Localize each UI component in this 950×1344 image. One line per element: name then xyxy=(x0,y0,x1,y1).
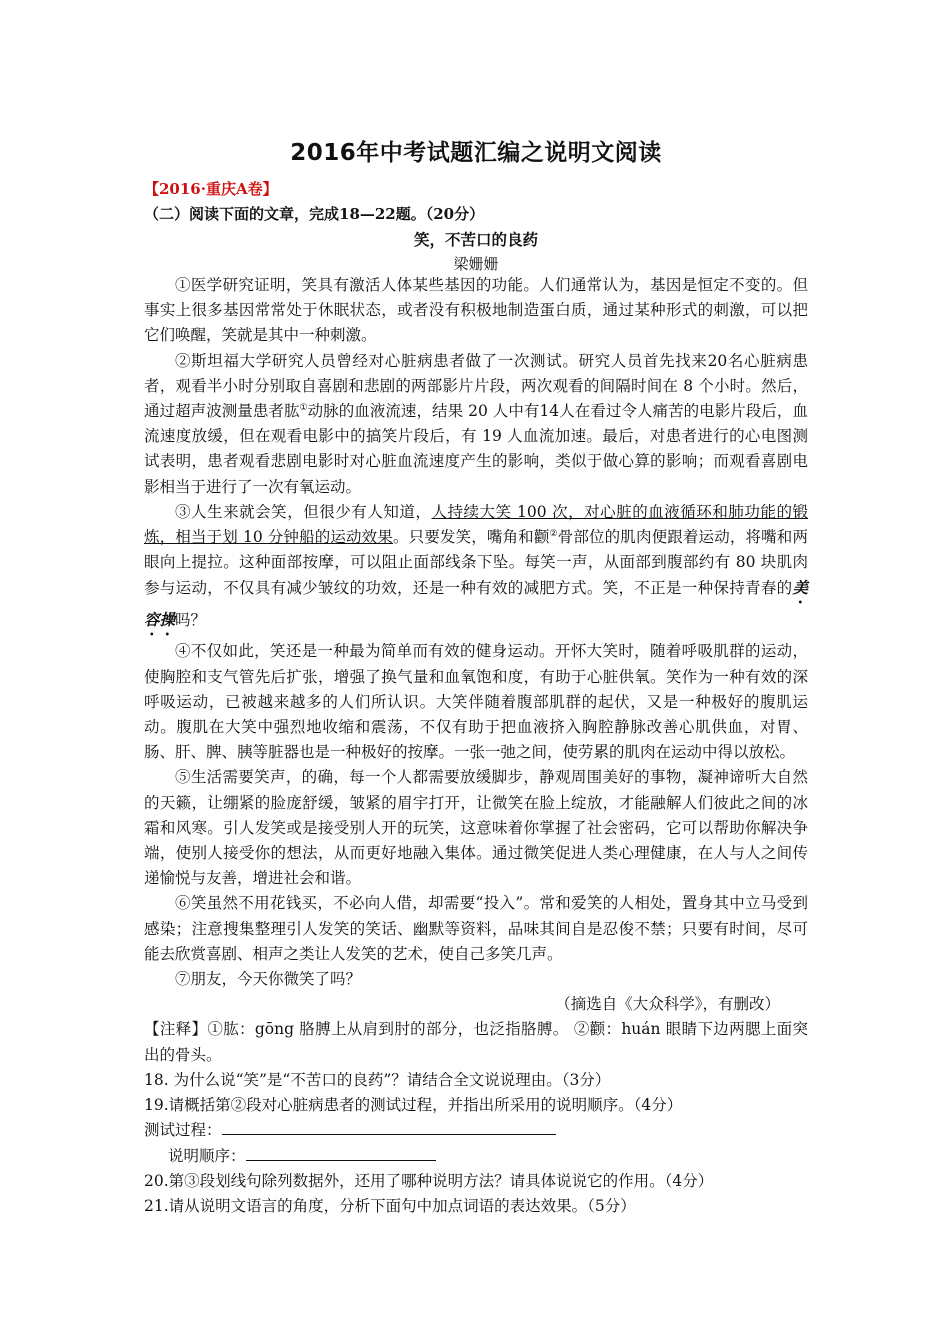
paragraph-3-part-d: 吗？ xyxy=(175,611,207,630)
paragraph-3-part-a: ③人生来就会笑，但很少有人知道， xyxy=(175,502,432,521)
q19-order-blank[interactable] xyxy=(246,1144,436,1161)
question-20: 20.第③段划线句除列数据外，还用了哪种说明方法？请具体说说它的作用。（4分） xyxy=(144,1171,714,1190)
q19-process-blank[interactable] xyxy=(222,1118,556,1135)
paragraph-2-part-a: ②斯坦福大学研究人员曾经对心脏病患者做了一次测试。研究人员首先找来20名心脏病患者，观看半小时分别取自喜剧和悲剧的两部影片片段，两次观看的间隔时间在 8 个小时。然后，通过超声波测量患者肱 xyxy=(144,351,808,421)
page-title: 2016年中考试题汇编之说明文阅读 xyxy=(290,140,662,166)
paragraph-5: ⑤生活需要笑声，的确，每一个人都需要放缓脚步，静观周围美好的事物，凝神谛听大自然的天籁，让绷紧的脸庞舒缓，皱紧的眉宇打开，让微笑在脸上绽放，才能融解人们彼此之间的冰霜和风寒。引人发笑或是接受别人开的玩笑，这意味着你掌握了社会密码，它可以帮助你解决争端，使别人接受你的想法，从而更好地融入集体。通过微笑促进人类心理健康，在人与人之间传递愉悦与友善，增进社会和谐。 xyxy=(144,768,808,888)
section-instruction: （二）阅读下面的文章，完成18—22题。（20分） xyxy=(144,205,485,223)
q19-process-row xyxy=(144,1118,808,1143)
paragraph-2-part-b: 动脉的血液流速，结果 20 人中有14人在看过令人痛苦的电影片段后，血流速度放缓，但在观看电影中的搞笑片段后，有 19 人血流加速。最后，对患者进行的心电图测试表明，患者观看悲剧电影时对心脏血流速度产生的影响，类似于做心算的影响；而观看喜剧电影相当于进行了一次有氧运动。 xyxy=(144,402,808,496)
citation: （摘选自《大众科学》，有删改） xyxy=(555,995,780,1014)
paragraph-7: ⑦朋友，今天你微笑了吗？ xyxy=(175,970,362,989)
paragraph-4: ④不仅如此，笑还是一种最为简单而有效的健身运动。开怀大笑时，随着呼吸肌群的运动，使胸腔和支气管先后扩张，增强了换气量和血氧饱和度，有助于心脏供氧。笑作为一种有效的深呼吸运动，已被越来越多的人们所认识。大笑伴随着腹部肌群的起伏，又是一种极好的腹肌运动。腹肌在大笑中强烈地收缩和震荡，不仅有助于把血液挤入胸腔静脉改善心肌供血，对胃、肠、肝、脾、胰等脏器也是一种极好的按摩。一张一弛之间，使劳累的肌肉在运动中得以放松。 xyxy=(144,642,808,762)
article-author: 梁姗姗 xyxy=(453,255,499,273)
article-title: 笑，不苦口的良药 xyxy=(413,230,538,249)
q19-order-label: 说明顺序： xyxy=(168,1146,246,1165)
underlined-sentence: 人持续大笑 100 次，对心脏的血液循环和肺功能的锻炼，相当于划 10 分钟船的运动效果 xyxy=(144,502,808,547)
footnote-ref-1: ① xyxy=(299,402,308,413)
q19-process-label: 测试过程： xyxy=(144,1121,222,1140)
annotation-note: 【注释】①肱：gōng 胳膊上从肩到肘的部分，也泛指胳膊。 ②颧：huán 眼睛下边两腮上面突出的骨头。 xyxy=(144,1020,808,1064)
footnote-ref-2: ② xyxy=(549,528,558,539)
paragraph-3 xyxy=(144,500,808,640)
paragraph-3-part-c: 骨部位的肌肉便跟着运动，将嘴和两眼向上提拉。这种面部按摩，可以阻止面部线条下坠。每笑一声，从面部到腹部约有 80 块肌肉参与运动，不仅具有减少皱纹的功效，还是一种有效的减肥方式。笑，不正是一种保持青春的 xyxy=(144,528,808,598)
question-19: 19.请概括第②段对心脏病患者的测试过程，并指出所采用的说明顺序。（4分） xyxy=(144,1096,683,1115)
dotted-emphasis-word: 美容操 xyxy=(144,578,808,630)
paragraph-3-part-b: 。只要发笑，嘴角和颧 xyxy=(392,528,550,547)
question-18: 18. 为什么说“笑”是“不苦口的良药”？请结合全文说说理由。（3分） xyxy=(144,1070,611,1089)
article-body xyxy=(144,273,808,1219)
source-tag: 【2016·重庆A卷】 xyxy=(144,180,278,198)
q19-order-row xyxy=(144,1144,808,1169)
question-21: 21.请从说明文语言的角度，分析下面句中加点词语的表达效果。（5分） xyxy=(144,1196,636,1215)
paragraph-6: ⑥笑虽然不用花钱买，不必向人借，却需要“投入”。常和爱笑的人相处，置身其中立马受到感染；注意搜集整理引人发笑的笑话、幽默等资料，品味其间自是忍俊不禁；只要有时间，尽可能去欣赏喜剧、相声之类让人发笑的艺术，使自己多笑几声。 xyxy=(144,894,808,963)
paragraph-1: ①医学研究证明，笑具有激活人体某些基因的功能。人们通常认为，基因是恒定不变的。但事实上很多基因常常处于休眠状态，或者没有积极地制造蛋白质，通过某种形式的刺激，可以把它们唤醒，笑就是其中一种刺激。 xyxy=(144,276,808,345)
paragraph-2 xyxy=(144,349,808,500)
